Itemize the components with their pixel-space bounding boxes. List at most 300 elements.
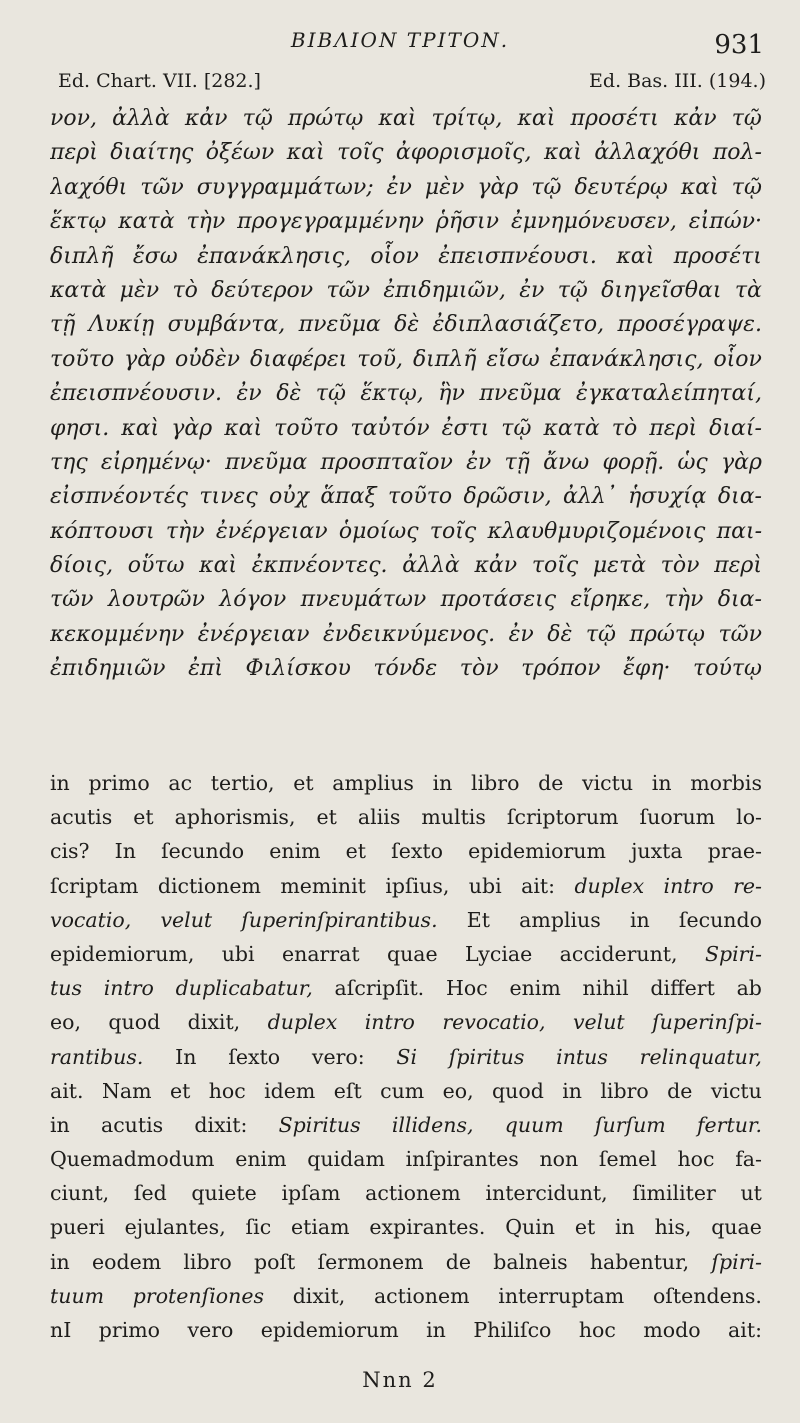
word: δεύτερον xyxy=(211,277,314,303)
greek-line xyxy=(50,549,762,583)
word: expirantes. xyxy=(369,1215,486,1240)
word: ſcriptorum xyxy=(506,805,619,830)
word: ſcriptam xyxy=(50,873,139,898)
word: in xyxy=(615,1215,635,1240)
word: enim xyxy=(269,839,321,864)
word: ἔσω xyxy=(132,243,178,269)
word: ſexto xyxy=(391,839,444,864)
word: οἷον xyxy=(370,243,419,269)
greek-line xyxy=(50,136,762,170)
word: οὐχ xyxy=(269,484,309,510)
word: τῇ xyxy=(504,449,530,475)
word: της xyxy=(50,449,88,475)
word: prae- xyxy=(707,839,762,864)
word: τὴν xyxy=(664,587,704,613)
word: διαίτης xyxy=(110,140,194,166)
word: dixit, xyxy=(292,1283,346,1308)
word: quiete xyxy=(191,1181,257,1206)
word: in xyxy=(50,1249,70,1274)
word: πνευμάτων xyxy=(300,587,427,613)
word: δὲ xyxy=(276,381,302,407)
word: δια- xyxy=(717,587,762,613)
word: Λυκίῃ xyxy=(88,312,155,338)
word: κἀν xyxy=(184,106,228,131)
word: μὲν xyxy=(424,174,465,200)
word: συγγραμμάτων; xyxy=(196,174,374,200)
word: habentur, xyxy=(589,1249,690,1274)
word: ἐκπνέοντες. xyxy=(251,553,388,579)
word: ipſius, xyxy=(385,873,450,898)
word: τῷ xyxy=(731,106,762,131)
word: φησι. xyxy=(50,415,110,441)
word: τὸν xyxy=(459,656,499,682)
word: de xyxy=(445,1249,472,1274)
word: balneis xyxy=(493,1249,568,1274)
word: oſtendens. xyxy=(652,1283,762,1308)
word: λουτρῶν xyxy=(107,587,205,613)
latin-line xyxy=(50,766,762,800)
word: ἐπεισπνέουσιν. xyxy=(50,381,222,407)
word: ſpiri- xyxy=(711,1249,762,1274)
word: ut xyxy=(740,1181,762,1206)
word: οἷον xyxy=(713,346,762,372)
word: in xyxy=(651,771,672,795)
word: ſimiliter xyxy=(632,1181,716,1206)
word: pueri xyxy=(50,1215,105,1240)
latin-text-block xyxy=(50,766,762,1347)
word: ipſam xyxy=(281,1181,341,1206)
word: Si xyxy=(396,1044,418,1069)
word: καὶ xyxy=(616,243,655,269)
word: γὰρ xyxy=(124,346,166,372)
word: φορῇ. xyxy=(602,449,665,475)
word: λαχόθι xyxy=(50,174,128,200)
word: amplius xyxy=(332,771,414,795)
word: ab xyxy=(736,976,762,1001)
word: πνεῦμα xyxy=(225,449,308,475)
word: προσέγραψε. xyxy=(617,312,762,338)
word: non xyxy=(539,1147,579,1172)
word: δὲ xyxy=(547,621,573,647)
word: ἀλλαχόθι xyxy=(594,140,701,166)
word: quod xyxy=(492,1078,544,1103)
word: ſurſum xyxy=(594,1112,666,1137)
word: in xyxy=(432,771,453,795)
word: ſemel xyxy=(598,1147,657,1172)
word: intro xyxy=(364,1010,415,1035)
word: victu xyxy=(582,771,634,795)
word: acciderunt, xyxy=(559,941,678,966)
word: ἐδιπλασιάζετο, xyxy=(432,312,605,338)
word: τινες xyxy=(199,484,258,510)
word: τῷ xyxy=(501,415,532,441)
greek-line xyxy=(50,480,762,514)
word: καὶ xyxy=(543,140,582,166)
word: ἐν xyxy=(519,277,545,303)
greek-line xyxy=(50,343,762,377)
word: ἐπανάκλησις, xyxy=(197,243,351,269)
word: ἀλλὰ xyxy=(402,553,460,579)
word: γὰρ xyxy=(720,449,762,475)
word: quidam xyxy=(307,1147,385,1172)
word: primo xyxy=(98,1318,161,1342)
word: intus xyxy=(556,1044,608,1069)
word: τοῦτο xyxy=(50,346,115,372)
edition-line xyxy=(58,70,766,92)
word: προγεγραμμένην xyxy=(237,209,424,235)
word: morbis xyxy=(690,771,762,795)
edition-left: Ed. Chart. VII. [282.] xyxy=(58,70,261,92)
word: juxta xyxy=(631,839,683,864)
word: τὸ xyxy=(611,415,638,441)
word: καὶ xyxy=(199,553,238,579)
word: τῷ xyxy=(731,174,762,200)
word: οὕτω xyxy=(127,553,185,579)
greek-line xyxy=(50,171,762,205)
word: ἀλλὰ xyxy=(112,106,170,131)
word: amplius xyxy=(519,907,601,932)
word: in xyxy=(629,907,650,932)
word: τοῖς xyxy=(429,518,477,544)
word: et xyxy=(345,839,367,864)
word: illidens, xyxy=(391,1112,474,1137)
latin-line xyxy=(50,1245,762,1279)
word: ἐν xyxy=(386,174,412,200)
word: his, xyxy=(654,1215,692,1240)
word: Lyciae xyxy=(465,941,533,966)
word: τρόπον xyxy=(521,656,601,682)
word: τῶν xyxy=(326,277,370,303)
word: κατὰ xyxy=(543,415,600,441)
page-number: 931 xyxy=(714,30,764,60)
word: τῷ xyxy=(242,106,273,131)
word: προσέτι xyxy=(570,106,659,131)
word: et xyxy=(133,805,154,830)
word: interruptam xyxy=(498,1283,625,1308)
latin-line xyxy=(50,800,762,834)
latin-line xyxy=(50,834,762,868)
word: πρώτῳ xyxy=(629,621,705,647)
word: ἔφη· xyxy=(623,656,671,682)
word: revocatio, xyxy=(442,1010,546,1035)
word: ἀφορισμοῖς, xyxy=(395,140,532,166)
word: velut xyxy=(572,1010,625,1035)
word: ἐνδεικνύμενος. xyxy=(323,621,496,647)
word: ejulantes, xyxy=(124,1215,226,1240)
word: προσέτι xyxy=(673,243,762,269)
latin-line xyxy=(50,1108,762,1142)
word: et xyxy=(316,805,337,830)
word: μὲν xyxy=(119,277,160,303)
greek-line xyxy=(50,515,762,549)
word: κἀν xyxy=(673,106,717,131)
word: differt xyxy=(650,976,715,1001)
word: οὐδὲν xyxy=(175,346,241,372)
word: aſcripſit. xyxy=(334,976,425,1001)
word: Nam xyxy=(101,1078,152,1103)
greek-text-block xyxy=(50,102,762,687)
word: τῷ xyxy=(557,277,588,303)
word: libro xyxy=(471,771,520,795)
word: προτάσεις xyxy=(440,587,557,613)
word: τὴν xyxy=(186,209,226,235)
word: κλαυθμυριζομένοις xyxy=(487,518,706,544)
word: actionem xyxy=(373,1283,470,1308)
word: Hoc xyxy=(445,976,488,1001)
word: fa- xyxy=(735,1147,762,1172)
word: τόνδε xyxy=(373,656,438,682)
word: et xyxy=(574,1215,596,1240)
word: ἐμνημόνευσεν, xyxy=(510,209,677,235)
latin-line xyxy=(50,1313,762,1347)
word: et xyxy=(169,1078,191,1103)
word: ἐπιδημιῶν, xyxy=(383,277,506,303)
word: protenſiones xyxy=(132,1283,264,1308)
word: προσπταῖον xyxy=(320,449,453,475)
word: πνεῦμα xyxy=(298,312,381,338)
word: τοῖς xyxy=(531,553,579,579)
word: vero xyxy=(187,1318,234,1342)
word: ὀξέων xyxy=(205,140,275,166)
word: δίοις, xyxy=(50,553,114,579)
word: Φιλίσκου xyxy=(245,656,351,682)
word: In xyxy=(175,1044,197,1069)
word: velut xyxy=(160,907,213,932)
edition-right: Ed. Bas. III. (194.) xyxy=(589,70,766,92)
greek-line xyxy=(50,240,762,274)
word: ἅπαξ xyxy=(320,484,377,510)
word: dixit, xyxy=(187,1010,241,1035)
word: διαί- xyxy=(709,415,762,441)
word: eo, xyxy=(442,1078,474,1103)
word: primo xyxy=(88,771,150,795)
word: enim xyxy=(235,1147,287,1172)
word: ſpiritus xyxy=(448,1044,525,1069)
word: δια- xyxy=(717,484,762,510)
word: τῷ xyxy=(531,174,562,200)
word: ac xyxy=(168,771,193,795)
word: τὰ xyxy=(734,277,762,303)
word: intro xyxy=(103,976,154,1001)
word: δευτέρῳ xyxy=(574,174,668,200)
greek-line xyxy=(50,618,762,652)
word: re- xyxy=(733,873,762,898)
word: fertur. xyxy=(696,1112,762,1137)
word: de xyxy=(538,771,564,795)
word: vero: xyxy=(311,1044,365,1069)
word: εἰσπνέοντές xyxy=(50,484,189,510)
word: τῶν xyxy=(718,621,762,647)
word: εἰρημένῳ· xyxy=(100,449,212,475)
greek-line xyxy=(50,102,762,136)
word: τοῦτο xyxy=(274,415,339,441)
word: in xyxy=(426,1318,446,1342)
word: tertio, xyxy=(210,771,275,795)
word: modo xyxy=(643,1318,701,1342)
word: lo- xyxy=(736,805,762,830)
word: hoc xyxy=(677,1147,715,1172)
word: ἐπιδημιῶν xyxy=(50,656,166,682)
latin-line xyxy=(50,971,762,1005)
greek-line xyxy=(50,205,762,239)
word: quum xyxy=(504,1112,564,1137)
word: δρῶσιν, xyxy=(463,484,552,510)
word: eſt xyxy=(333,1078,362,1103)
word: ſecundo xyxy=(161,839,245,864)
latin-line xyxy=(50,1040,762,1074)
word: actionem xyxy=(365,1181,461,1206)
word: τρίτῳ, xyxy=(431,106,503,131)
latin-line xyxy=(50,1176,762,1210)
word: Philiſco xyxy=(473,1318,552,1342)
word: ait: xyxy=(728,1318,762,1342)
word: relinquatur, xyxy=(639,1044,762,1069)
greek-line xyxy=(50,412,762,446)
word: ἕκτῳ xyxy=(50,209,107,235)
word: καὶ xyxy=(224,415,263,441)
word: epidemiorum xyxy=(260,1318,399,1342)
word: συμβάντα, xyxy=(167,312,286,338)
word: περὶ xyxy=(649,415,698,441)
word: τούτῳ xyxy=(693,656,762,682)
word: quae xyxy=(711,1215,762,1240)
latin-line xyxy=(50,1142,762,1176)
word: rantibus. xyxy=(50,1044,144,1069)
word: τῶν xyxy=(50,587,94,613)
latin-line xyxy=(50,1074,762,1108)
word: καὶ xyxy=(121,415,160,441)
word: ſecundo xyxy=(678,907,762,932)
word: libro xyxy=(183,1249,232,1274)
word: dictionem xyxy=(157,873,261,898)
word: ſic xyxy=(245,1215,272,1240)
word: aliis xyxy=(357,805,401,830)
word: ἄνω xyxy=(543,449,590,475)
word: καὶ xyxy=(286,140,325,166)
word: in xyxy=(562,1078,582,1103)
word: γὰρ xyxy=(477,174,519,200)
word: In xyxy=(114,839,136,864)
word: ἐν xyxy=(236,381,262,407)
word: Spiri- xyxy=(704,941,762,966)
word: eodem xyxy=(91,1249,162,1274)
word: γὰρ xyxy=(171,415,213,441)
word: ἐπὶ xyxy=(188,656,223,682)
word: ἐπανάκλησις, xyxy=(549,346,704,372)
word: τῷ xyxy=(585,621,616,647)
word: μετὰ xyxy=(592,553,646,579)
word: διπλῆ xyxy=(412,346,477,372)
word: aphorismis, xyxy=(174,805,296,830)
word: κατὰ xyxy=(118,209,175,235)
word: cis? xyxy=(50,839,90,864)
word: ſuperinſpirantibus. xyxy=(241,907,438,932)
word: τῷ xyxy=(315,381,346,407)
word: παι- xyxy=(716,518,762,544)
word: ἐν xyxy=(466,449,492,475)
word: ἐπεισπνέουσι. xyxy=(438,243,597,269)
word: νον, xyxy=(50,106,97,131)
greek-line xyxy=(50,652,762,686)
word: ταὐτόν xyxy=(350,415,430,441)
word: nihil xyxy=(582,976,629,1001)
word: δὲ xyxy=(394,312,420,338)
word: cum xyxy=(380,1078,425,1103)
word: ἐστι xyxy=(441,415,490,441)
word: τοῖς xyxy=(337,140,384,166)
word: ſuperinſpi- xyxy=(652,1010,762,1035)
word: quae xyxy=(386,941,438,966)
greek-line xyxy=(50,583,762,617)
word: poſt xyxy=(253,1249,296,1274)
word: Spiritus xyxy=(278,1112,361,1137)
word: hoc xyxy=(578,1318,616,1342)
word: εἴρηκε, xyxy=(570,587,651,613)
word: τὸ xyxy=(172,277,198,303)
word: διηγεῖσθαι xyxy=(601,277,722,303)
word: κἀν xyxy=(474,553,518,579)
running-title: ΒΙΒΛΙΟΝ ΤΡΙΤΟΝ. xyxy=(290,28,510,52)
word: ciunt, xyxy=(50,1181,110,1206)
word: eo, xyxy=(50,1010,81,1035)
word: Quemadmodum xyxy=(50,1147,215,1172)
latin-line xyxy=(50,1279,762,1313)
word: διπλῆ xyxy=(50,243,114,269)
word: multis xyxy=(421,805,486,830)
word: διαφέρει xyxy=(249,346,348,372)
word: meminit xyxy=(280,873,366,898)
word: πρώτῳ xyxy=(287,106,364,131)
word: τοῦτο xyxy=(387,484,453,510)
word: Et xyxy=(466,907,490,932)
word: λόγον xyxy=(219,587,287,613)
word: ſermonem xyxy=(317,1249,424,1274)
word: ἐνέργειαν xyxy=(197,621,310,647)
latin-line xyxy=(50,1210,762,1244)
word: πολ- xyxy=(712,140,762,166)
word: ἐνέργειαν xyxy=(215,518,328,544)
word: Quin xyxy=(505,1215,555,1240)
word: enarrat xyxy=(281,941,360,966)
word: τῶν xyxy=(140,174,184,200)
word: καὶ xyxy=(680,174,719,200)
word: tuum xyxy=(50,1283,105,1308)
word: κόπτουσι xyxy=(50,518,155,544)
word: etiam xyxy=(290,1215,350,1240)
word: in xyxy=(50,771,70,795)
word: in xyxy=(50,1112,70,1137)
word: ubi xyxy=(221,941,255,966)
word: τὸν xyxy=(660,553,700,579)
word: et xyxy=(293,771,314,795)
word: inſpirantes xyxy=(405,1147,519,1172)
word: epidemiorum xyxy=(468,839,606,864)
word: τοῦ, xyxy=(357,346,404,372)
word: ubi xyxy=(468,873,502,898)
word: περὶ xyxy=(50,140,98,166)
word: duplex xyxy=(267,1010,338,1035)
word: τῇ xyxy=(50,312,76,338)
word: ἣν xyxy=(438,381,465,407)
word: ἀλλ᾽ xyxy=(563,484,617,510)
latin-line xyxy=(50,937,762,971)
word: ἐν xyxy=(508,621,534,647)
word: victu xyxy=(710,1078,762,1103)
word: ῥῆσιν xyxy=(435,209,500,235)
word: ſed xyxy=(133,1181,167,1206)
word: ait: xyxy=(521,873,556,898)
signature-mark: Nnn 2 xyxy=(362,1368,438,1392)
